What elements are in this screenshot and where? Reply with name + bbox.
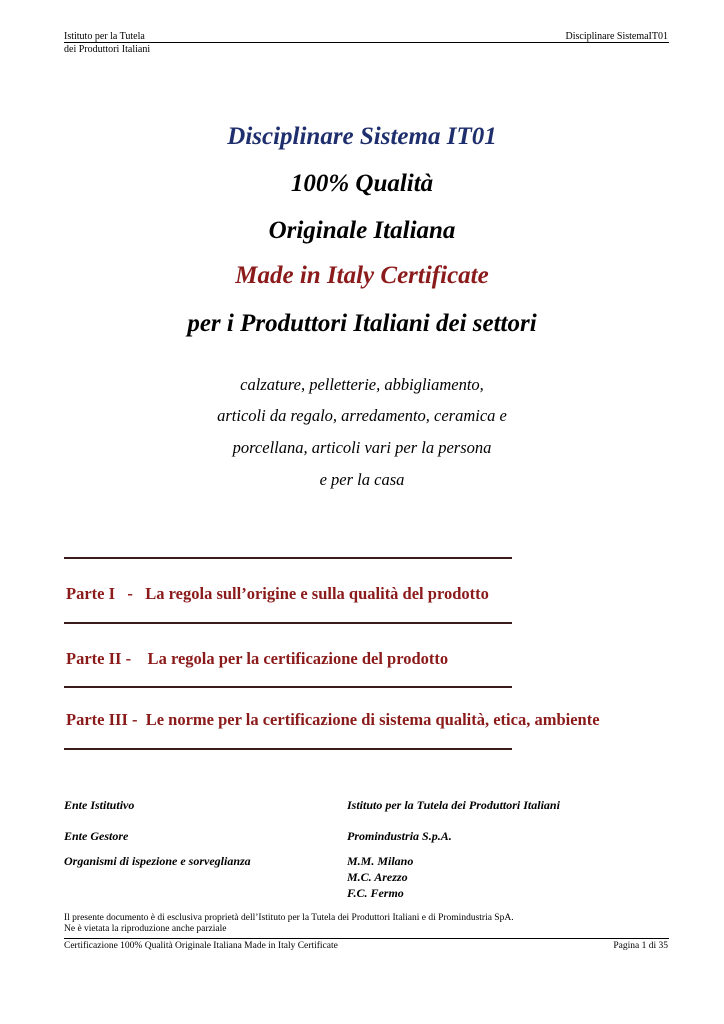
title-main: Disciplinare Sistema IT01 [227,123,497,150]
part-3-label: Parte III - Le norme per la certificazione di sistema qualità, etica, ambiente [66,710,600,729]
part-2-label: Parte II - La regola per la certificazione del prodotto [66,649,449,668]
sectors-line-4: e per la casa [319,470,405,489]
sectors-line-2: articoli da regalo, arredamento, ceramica e [217,406,507,425]
header-institute-line2: dei Produttori Italiani [64,44,151,55]
parts-divider-2 [64,622,512,624]
ente-gestore-label: Ente Gestore [64,829,129,843]
ente-istitutivo-label: Ente Istitutivo [64,798,135,812]
parts-divider-3 [64,686,512,688]
header-rule [64,42,669,43]
title-producers: per i Produttori Italiani dei settori [187,310,537,337]
organismi-label: Organismi di ispezione e sorveglianza [64,854,251,868]
footer-notice-line1: Il presente documento è di esclusiva proprietà dell’Istituto per la Tutela dei Produttori Italiani e di Promindustria SpA. [64,913,514,923]
sectors-line-1: calzature, pelletterie, abbigliamento, [240,375,484,394]
organismi-value-2: M.C. Arezzo [347,870,408,884]
footer-rule [64,938,669,939]
title-origin: Originale Italiana [268,217,456,244]
header-institute-line1: Istituto per la Tutela [64,31,145,42]
parts-divider-1 [64,557,512,559]
footer-page-number: Pagina 1 di 35 [613,941,668,951]
organismi-value-3: F.C. Fermo [347,886,404,900]
sectors-line-3: porcellana, articoli vari per la persona [232,438,492,457]
ente-gestore-value: Promindustria S.p.A. [347,829,452,843]
footer-notice-line2: Ne è vietata la riproduzione anche parziale [64,924,227,934]
organismi-value-1: M.M. Milano [347,854,414,868]
title-certificate: Made in Italy Certificate [235,262,489,289]
part-1-label: Parte I - La regola sull’origine e sulla qualità del prodotto [66,584,489,603]
footer-doc-title: Certificazione 100% Qualità Originale Italiana Made in Italy Certificate [64,941,338,951]
header-doc-code: Disciplinare SistemaIT01 [565,31,668,42]
title-quality: 100% Qualità [290,170,434,197]
ente-istitutivo-value: Istituto per la Tutela dei Produttori Italiani [347,798,560,812]
parts-divider-4 [64,748,512,750]
